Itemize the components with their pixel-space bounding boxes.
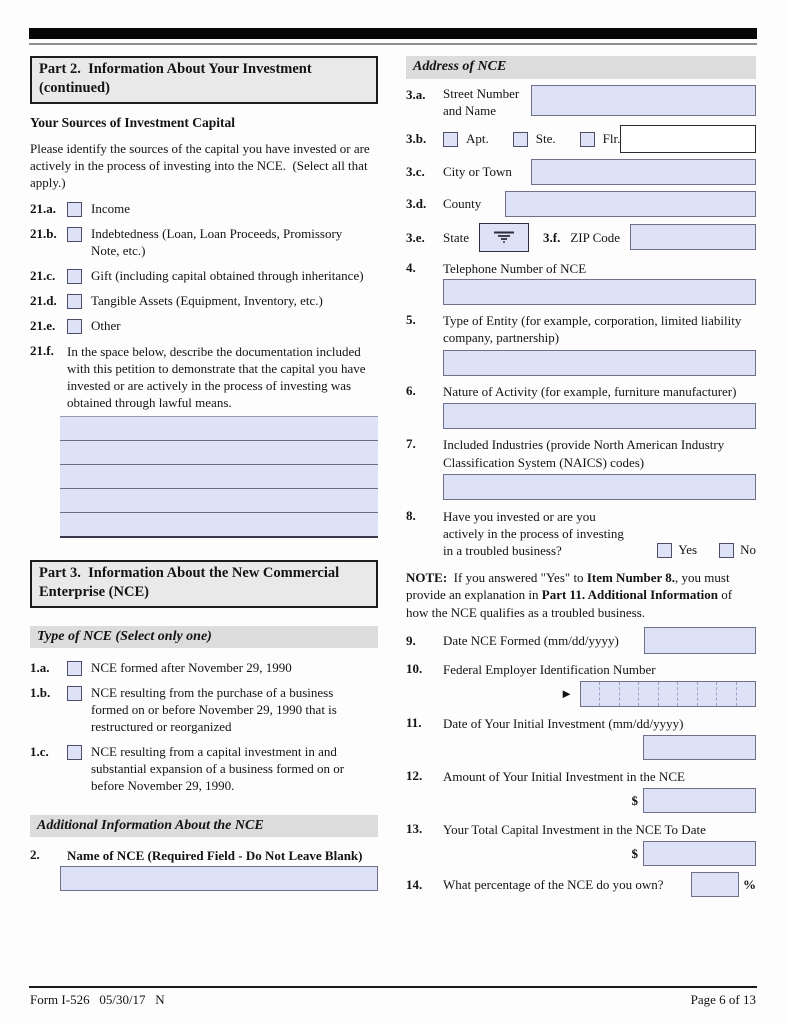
initial-investment-amount-label: Amount of Your Initial Investment in the NCE <box>443 769 685 784</box>
flr-option <box>580 130 621 147</box>
nce-expansion-checkbox[interactable] <box>67 745 82 760</box>
right-column <box>406 56 756 897</box>
part2-header <box>30 56 378 104</box>
percentage-owned-input[interactable] <box>691 872 739 897</box>
item-7 <box>406 436 756 470</box>
total-investment-input[interactable] <box>643 841 756 866</box>
note-text-3: of how the NCE qualifies as a troubled business. <box>406 587 736 620</box>
nature-of-activity-label: Nature of Activity (for example, furniture manufacturer) <box>443 384 737 400</box>
part3-header <box>30 560 378 608</box>
item-6 <box>406 383 756 400</box>
indebtedness-checkbox[interactable] <box>67 227 82 242</box>
item-number: 14. <box>406 877 423 893</box>
item-number: 5. <box>406 311 416 327</box>
tangible-assets-label: Tangible Assets (Equipment, Inventory, etc.) <box>91 292 323 308</box>
name-of-nce-input[interactable] <box>60 866 378 891</box>
item-number: 3.d. <box>406 196 427 212</box>
initial-amount-field-row <box>406 788 756 813</box>
unit-number-input[interactable] <box>620 125 756 153</box>
item-10 <box>406 661 756 678</box>
type-of-nce-header: Type of NCE (Select only one) <box>30 626 378 649</box>
item-8 <box>406 508 756 559</box>
flr-checkbox[interactable] <box>580 132 595 147</box>
name-of-nce-label: Name of NCE (Required Field - Do Not Leave Blank) <box>67 848 363 864</box>
nce-formed-after-checkbox[interactable] <box>67 661 82 676</box>
address-of-nce-header: Address of NCE <box>406 56 756 79</box>
other-checkbox[interactable] <box>67 319 82 334</box>
troubled-business-label: Have you invested or are you actively in the process of investing in a troubled business? <box>443 508 624 559</box>
ste-checkbox[interactable] <box>513 132 528 147</box>
dollar-sign: $ <box>631 792 638 808</box>
part3-title-line2: Enterprise (NCE) <box>39 583 149 600</box>
textarea-line[interactable] <box>60 513 378 538</box>
item-number: 21.c. <box>30 267 56 283</box>
percentage-owned-label: What percentage of the NCE do you own? <box>443 877 664 893</box>
street-label: Street Number and Name <box>443 85 520 118</box>
yes-checkbox[interactable] <box>657 543 672 558</box>
item-number: 21.a. <box>30 201 56 217</box>
item-number: 1.a. <box>30 660 50 676</box>
county-input[interactable] <box>505 191 756 217</box>
item-number: 1.c. <box>30 743 49 759</box>
lawful-means-textarea[interactable] <box>60 416 378 538</box>
item-number: 12. <box>406 768 423 783</box>
item-21e-row <box>30 318 378 335</box>
nce-purchase-label: NCE resulting from the purchase of a business formed on or before November 29, 1990 that is restructured or reorganized <box>91 685 337 734</box>
item-number: 3.a. <box>406 86 426 102</box>
total-investment-field-row <box>406 841 756 866</box>
city-label: City or Town <box>443 164 512 180</box>
apt-option <box>443 130 489 147</box>
troubled-business-note <box>406 569 756 620</box>
ein-digit-cell[interactable] <box>600 682 619 706</box>
textarea-line[interactable] <box>60 441 378 465</box>
item-3c-row <box>406 159 756 185</box>
included-industries-input[interactable] <box>443 474 756 500</box>
item-number: 2. <box>30 847 40 863</box>
item-number: 3.c. <box>406 164 425 180</box>
entity-type-label: Type of Entity (for example, corporation, limited liability company, partnership) <box>443 312 742 346</box>
arrowhead-icon: ► <box>560 686 573 702</box>
top-black-bar <box>29 28 757 39</box>
unit-type-group <box>443 130 620 147</box>
ein-label: Federal Employer Identification Number <box>443 661 656 677</box>
ein-field-row <box>406 681 756 707</box>
yes-no-group <box>635 508 756 559</box>
nce-formed-after-label: NCE formed after November 29, 1990 <box>91 660 292 676</box>
item-13 <box>406 821 756 838</box>
item-21b-row <box>30 226 378 260</box>
troubled-business-question <box>443 508 756 559</box>
item-21a-row <box>30 201 378 218</box>
ein-digit-cell[interactable] <box>717 682 736 706</box>
initial-date-field-row <box>406 735 756 760</box>
item-11 <box>406 715 756 732</box>
item-21f <box>30 343 378 412</box>
apt-checkbox[interactable] <box>443 132 458 147</box>
item-number: 21.b. <box>30 226 57 242</box>
ste-label: Ste. <box>535 131 556 147</box>
ein-digit-cell[interactable] <box>620 682 639 706</box>
apt-label: Apt. <box>466 131 489 147</box>
nce-purchase-checkbox[interactable] <box>67 686 82 701</box>
nce-expansion-label: NCE resulting from a capital investment in and substantial expansion of a business formed on or before November 29, 1990. <box>91 743 345 793</box>
zip-input[interactable] <box>630 224 756 250</box>
item-3b-row <box>406 125 756 153</box>
included-industries-label: Included Industries (provide North American Industry Classification System (NAICS) codes) <box>443 437 725 470</box>
income-label: Income <box>91 201 130 217</box>
zip-label: ZIP Code <box>570 229 621 245</box>
item-5 <box>406 312 756 346</box>
ein-digit-cell[interactable] <box>581 682 600 706</box>
total-investment-label: Your Total Capital Investment in the NCE To Date <box>443 822 706 838</box>
date-nce-formed-label: Date NCE Formed (mm/dd/yyyy) <box>443 632 619 648</box>
county-label: County <box>443 196 482 212</box>
entity-type-input[interactable] <box>443 350 756 376</box>
initial-investment-amount-input[interactable] <box>643 788 756 813</box>
footer-form-number: Form I-526 05/30/17 N <box>30 992 165 1007</box>
item-number: 6. <box>406 383 416 399</box>
item-12 <box>406 768 756 785</box>
part2-title-line1: Part 2. Information About Your Investment <box>39 61 312 77</box>
state-label: State <box>443 229 469 245</box>
flr-label: Flr. <box>602 131 621 147</box>
item-number: 21.e. <box>30 317 56 333</box>
top-divider-line <box>29 43 757 45</box>
tangible-assets-checkbox[interactable] <box>67 294 82 309</box>
ein-digit-cell[interactable] <box>737 682 755 706</box>
item-number: 21.d. <box>30 292 57 308</box>
item-21d-row <box>30 293 378 310</box>
item-number: 11. <box>406 714 422 730</box>
item-number: 3.e. <box>406 229 425 245</box>
footer-divider-line <box>29 986 757 988</box>
other-label: Other <box>91 317 121 333</box>
left-column <box>30 56 378 891</box>
item-14-row <box>406 872 756 897</box>
item-1b-row <box>30 685 378 736</box>
item-number: 3.f. <box>543 229 561 245</box>
note-bold-2: Item Number 8. <box>586 570 676 586</box>
city-input[interactable] <box>531 159 756 185</box>
sources-intro: Please identify the sources of the capital you have invested or are actively in the process of investing into the NCE. (Select all that apply.) <box>30 140 373 190</box>
note-text-1: If you answered "Yes" to <box>447 570 587 586</box>
lawful-means-instruction: In the space below, describe the documentation included with this petition to demonstrate that the capital you have invested or are actively in the process of investing was obtained through lawful means. <box>67 343 366 410</box>
item-3e-3f-row <box>406 223 756 252</box>
ein-digit-cell[interactable] <box>659 682 678 706</box>
textarea-line[interactable] <box>60 465 378 489</box>
additional-info-header: Additional Information About the NCE <box>30 815 378 838</box>
ein-digit-cell[interactable] <box>698 682 717 706</box>
item-number: 13. <box>406 821 423 837</box>
item-number: 3.b. <box>406 131 427 147</box>
gift-checkbox[interactable] <box>67 269 82 284</box>
telephone-label: Telephone Number of NCE <box>443 260 587 276</box>
dollar-sign: $ <box>631 845 638 861</box>
item-9-row <box>406 627 756 654</box>
initial-investment-date-input[interactable] <box>643 735 756 760</box>
part2-title-line2: (continued) <box>39 79 110 96</box>
gift-label: Gift (including capital obtained through inheritance) <box>91 267 364 283</box>
item-1c-row <box>30 744 378 795</box>
street-input[interactable] <box>531 85 756 116</box>
ste-option <box>513 130 556 147</box>
item-21c-row <box>30 268 378 285</box>
yes-label: Yes <box>678 542 698 558</box>
income-checkbox[interactable] <box>67 202 82 217</box>
ein-digit-cell[interactable] <box>639 682 658 706</box>
item-1a-row <box>30 660 378 677</box>
state-select[interactable] <box>479 223 529 252</box>
nature-of-activity-input[interactable] <box>443 403 756 429</box>
indebtedness-label: Indebtedness (Loan, Loan Proceeds, Promissory Note, etc.) <box>91 226 343 258</box>
telephone-input[interactable] <box>443 279 756 305</box>
date-nce-formed-input[interactable] <box>644 627 756 654</box>
item-number: 21.f. <box>30 342 54 358</box>
item-number: 4. <box>406 259 416 275</box>
item-2 <box>30 847 378 864</box>
no-checkbox[interactable] <box>719 543 734 558</box>
note-bold-1: NOTE: <box>406 570 448 586</box>
textarea-line[interactable] <box>60 489 378 513</box>
part3-title-line1: Part 3. Information About the New Commercial <box>39 565 340 582</box>
item-number: 7. <box>406 436 416 452</box>
footer <box>30 992 756 1008</box>
item-3d-row <box>406 191 756 217</box>
item-number: 10. <box>406 660 423 676</box>
yes-option <box>657 541 697 558</box>
dropdown-icon <box>493 230 515 244</box>
initial-investment-date-label: Date of Your Initial Investment (mm/dd/yyyy) <box>443 715 684 731</box>
item-number: 8. <box>406 507 416 523</box>
sources-subheading: Your Sources of Investment Capital <box>30 114 236 130</box>
item-3a-row <box>406 85 756 119</box>
percent-sign: % <box>743 877 756 893</box>
item-number: 9. <box>406 632 416 648</box>
textarea-line[interactable] <box>60 417 378 441</box>
no-option <box>719 541 756 558</box>
note-bold-3: Part 11. Additional Information <box>541 587 718 603</box>
note-text-2: , you must provide an explanation in <box>406 570 733 603</box>
ein-digit-cell[interactable] <box>678 682 697 706</box>
item-4 <box>406 260 756 277</box>
item-number: 1.b. <box>30 685 51 701</box>
footer-page-number: Page 6 of 13 <box>690 992 756 1007</box>
no-label: No <box>740 542 756 558</box>
ein-comb-input[interactable] <box>580 681 756 707</box>
